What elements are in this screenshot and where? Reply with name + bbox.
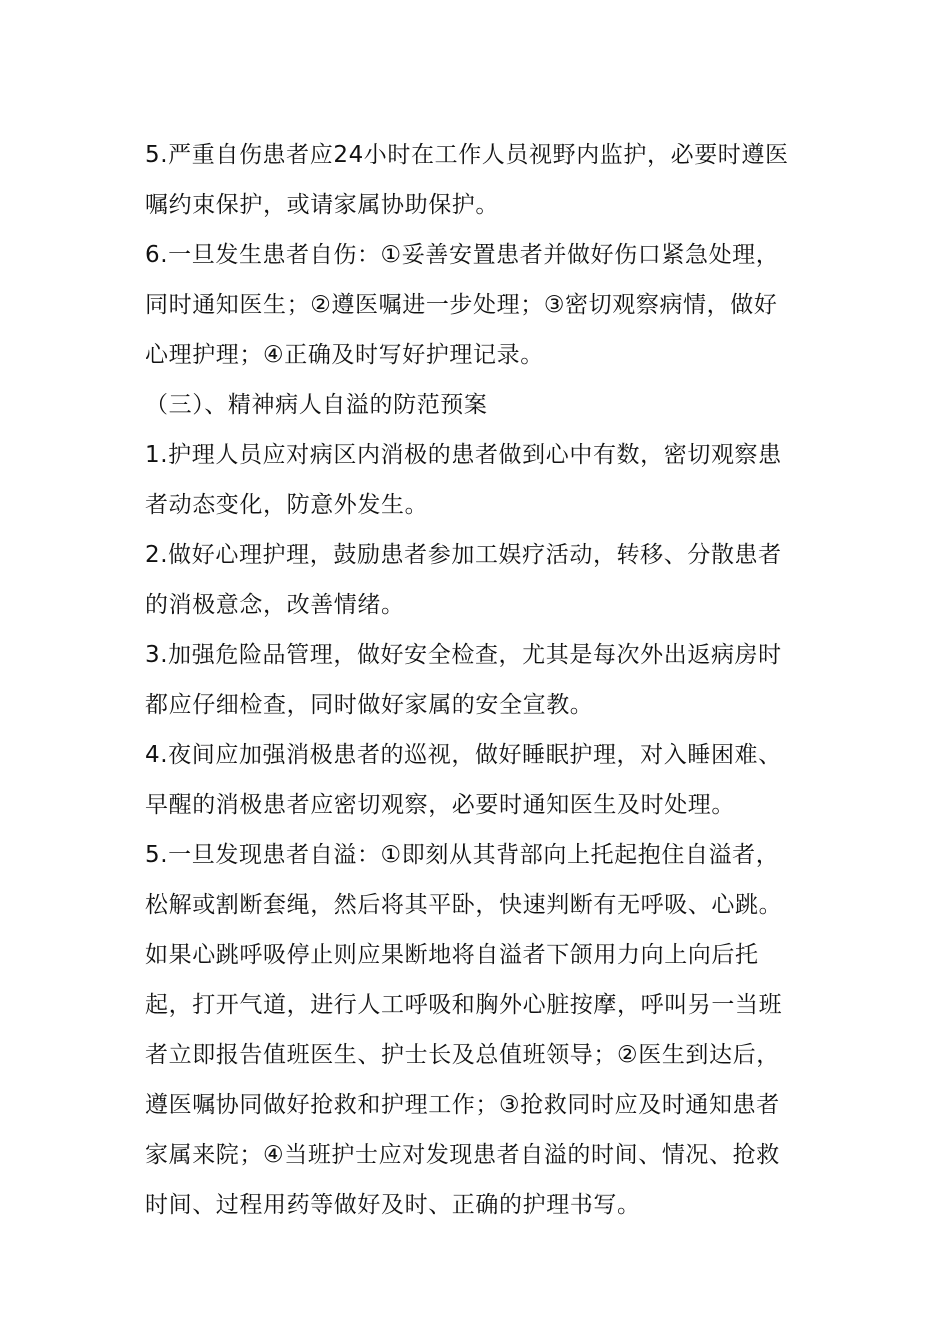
- text-line: 如果心跳呼吸停止则应果断地将自溢者下颌用力向上向后托: [145, 942, 759, 968]
- text-line: 5.一旦发现患者自溢：①即刻从其背部向上托起抱住自溢者，: [145, 842, 780, 868]
- text-line: 松解或割断套绳，然后将其平卧，快速判断有无呼吸、心跳。: [145, 892, 783, 918]
- text-line: 家属来院；④当班护士应对发现患者自溢的时间、情况、抢救: [145, 1142, 780, 1168]
- text-line: 2.做好心理护理，鼓励患者参加工娱疗活动，转移、分散患者: [145, 542, 782, 568]
- text-line: 早醒的消极患者应密切观察，必要时通知医生及时处理。: [145, 792, 735, 818]
- text-line: 6.一旦发生患者自伤：①妥善安置患者并做好伤口紧急处理，: [145, 242, 780, 268]
- text-line: 5.严重自伤患者应24小时在工作人员视野内监护，必要时遵医: [145, 142, 789, 168]
- text-line: 都应仔细检查，同时做好家属的安全宣教。: [145, 692, 594, 718]
- text-line: 者立即报告值班医生、护士长及总值班领导；②医生到达后，: [145, 1042, 780, 1068]
- text-line: 心理护理；④正确及时写好护理记录。: [145, 342, 544, 368]
- section-heading: （三）、精神病人自溢的防范预案: [145, 392, 488, 418]
- text-line: 者动态变化，防意外发生。: [145, 492, 429, 518]
- text-line: 3.加强危险品管理，做好安全检查，尤其是每次外出返病房时: [145, 642, 782, 668]
- text-line: 同时通知医生；②遵医嘱进一步处理；③密切观察病情，做好: [145, 292, 778, 318]
- text-line: 时间、过程用药等做好及时、正确的护理书写。: [145, 1192, 641, 1218]
- text-line: 遵医嘱协同做好抢救和护理工作；③抢救同时应及时通知患者: [145, 1092, 780, 1118]
- text-line: 嘱约束保护，或请家属协助保护。: [145, 192, 499, 218]
- document-body: [145, 130, 820, 1230]
- text-line: 4.夜间应加强消极患者的巡视，做好睡眠护理，对入睡困难、: [145, 742, 782, 768]
- text-line: 1.护理人员应对病区内消极的患者做到心中有数，密切观察患: [145, 442, 782, 468]
- text-line: 的消极意念，改善情绪。: [145, 592, 405, 618]
- text-line: 起，打开气道，进行人工呼吸和胸外心脏按摩，呼叫另一当班: [145, 992, 783, 1018]
